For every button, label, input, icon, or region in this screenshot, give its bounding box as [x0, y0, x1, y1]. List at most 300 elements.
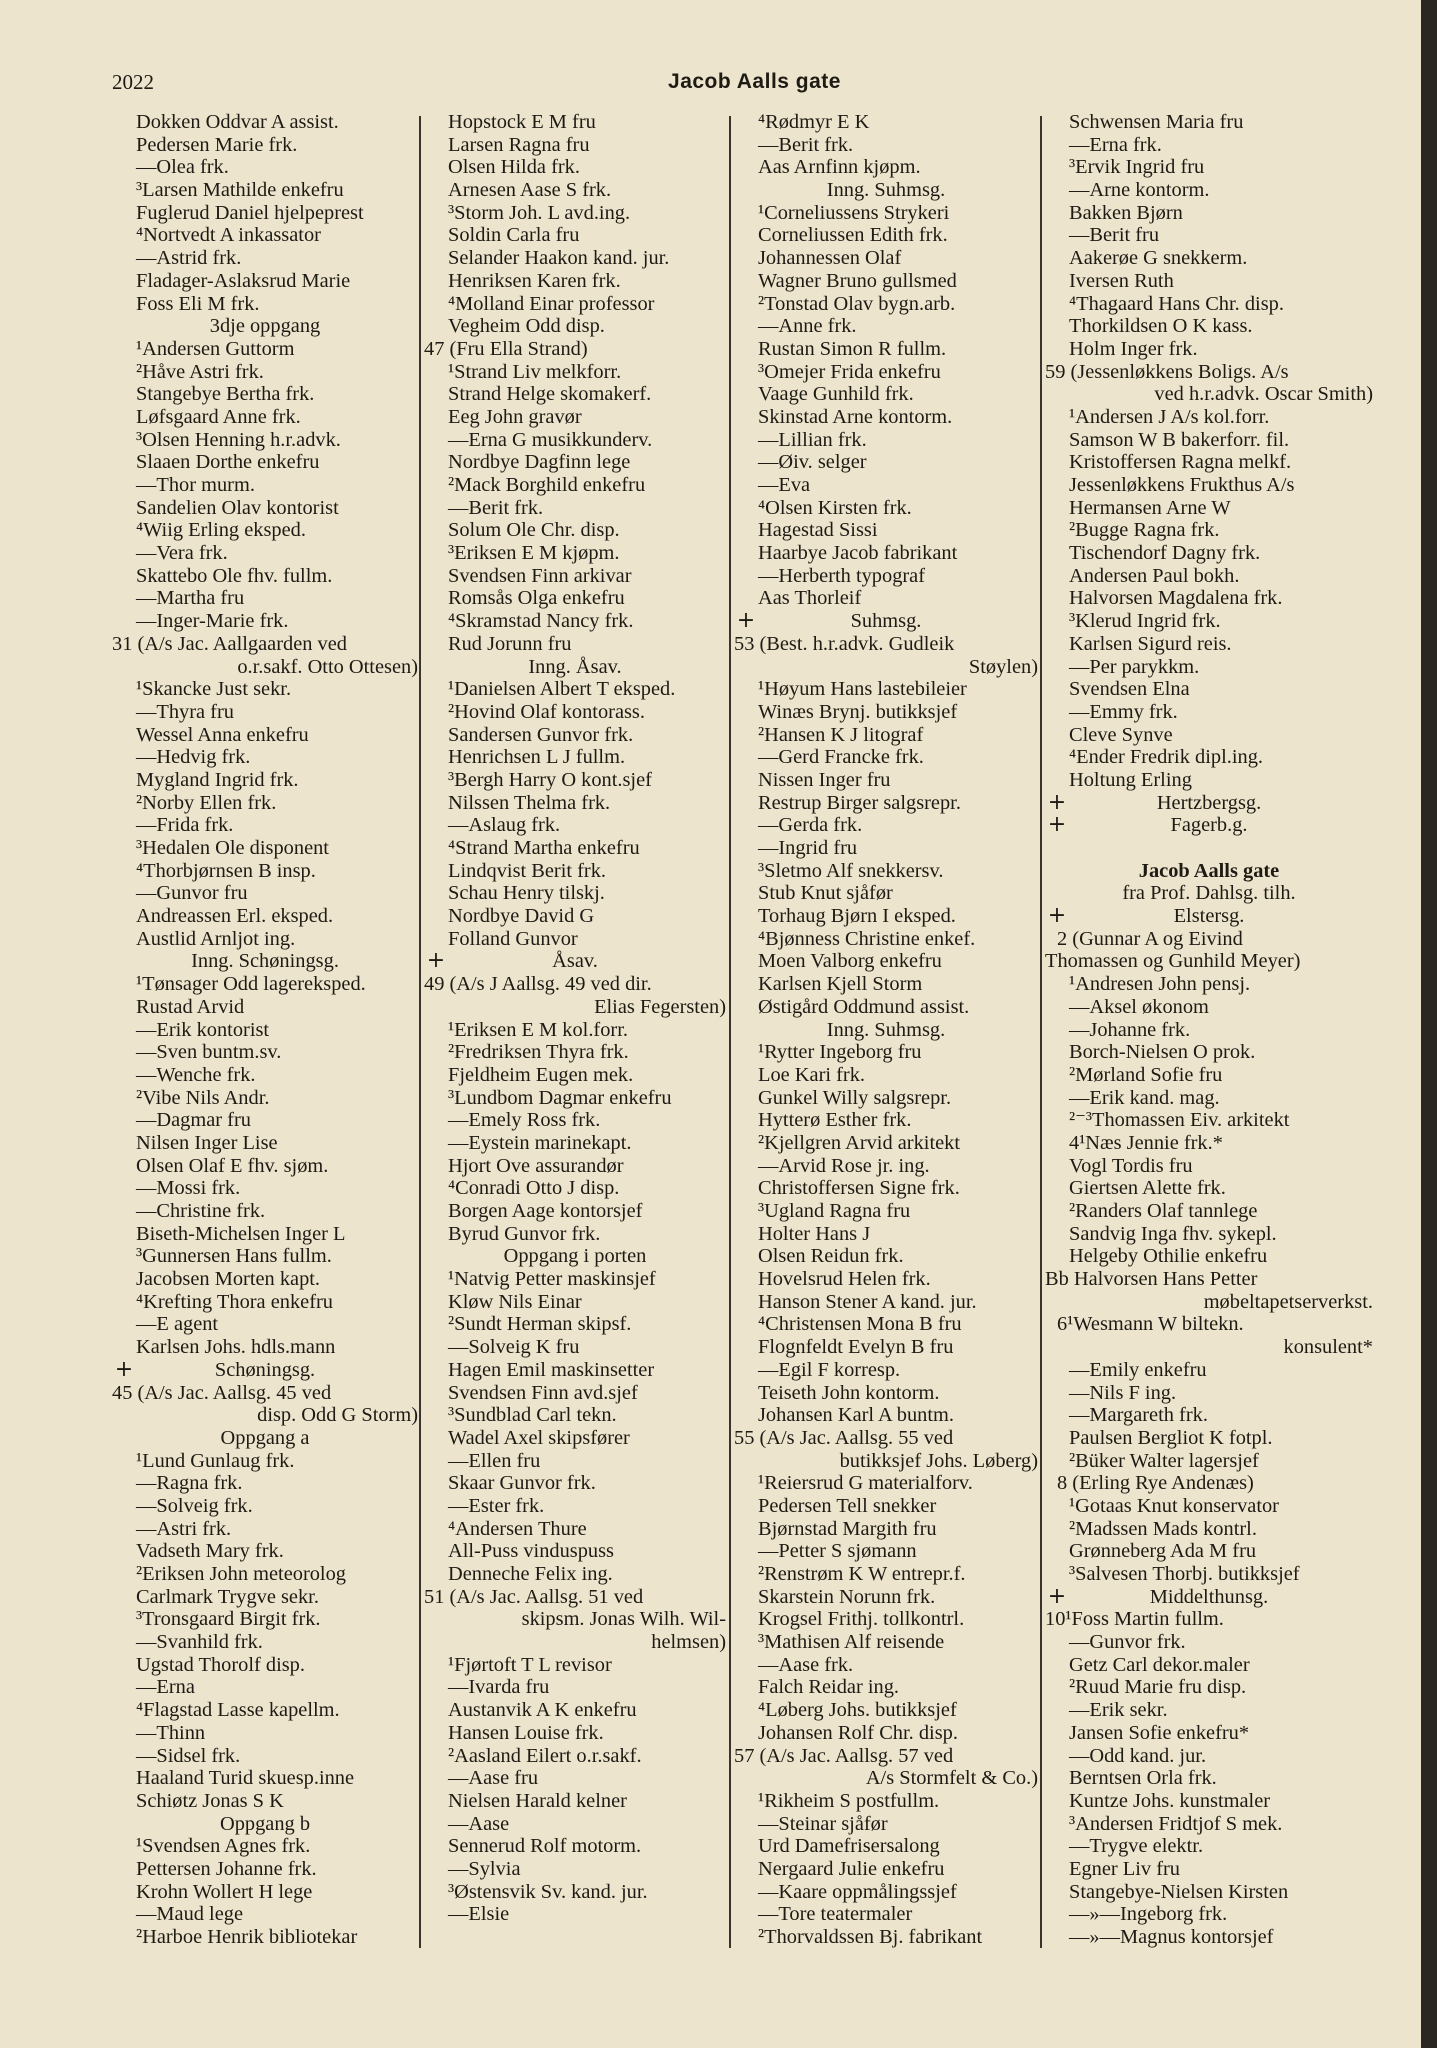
directory-entry: [734, 429, 1038, 452]
directory-entry: [1045, 565, 1373, 588]
entry-text: Olsen Olaf E fhv. sjøm.: [136, 1154, 329, 1177]
directory-entry: [1045, 1313, 1373, 1336]
directory-entry: [734, 542, 1038, 565]
directory-entry: [112, 179, 418, 202]
entry-text: —Aase frk.: [758, 1653, 854, 1676]
entry-text: Flognfeldt Evelyn B fru: [758, 1336, 954, 1359]
entry-text: ³Salvesen Thorbj. butikksjef: [1069, 1563, 1300, 1585]
directory-entry: [1045, 1245, 1373, 1268]
entry-text: helmsen): [651, 1631, 726, 1654]
directory-entry: [1045, 361, 1373, 384]
entry-text: 51 (A/s Jac. Aallsg. 51 ved: [424, 1585, 644, 1608]
directory-entry: [424, 1336, 726, 1359]
directory-entry: [424, 270, 726, 293]
directory-entry: [1045, 746, 1373, 769]
entry-text: ²Harboe Henrik bibliotekar: [136, 1926, 358, 1948]
directory-entry: [424, 1177, 726, 1200]
entry-text: —Sylvia: [448, 1857, 521, 1880]
entry-text: Oppgang b: [219, 1812, 311, 1835]
entry-text: —»—Ingeborg frk.: [1069, 1903, 1228, 1926]
entry-text: Mygland Ingrid frk.: [136, 768, 299, 791]
entry-text: ⁴Thorbjørnsen B insp.: [136, 859, 316, 882]
directory-entry: [1045, 1699, 1373, 1722]
directory-entry: [424, 1608, 726, 1631]
entry-text: Bjørnstad Margith fru: [758, 1517, 937, 1540]
directory-entry: [1045, 1767, 1373, 1790]
entry-text: Vogl Tordis fru: [1069, 1154, 1193, 1177]
entry-text: ³Hedalen Ole disponent: [136, 837, 329, 859]
entry-text: Samson W B bakerforr. fil.: [1069, 428, 1290, 451]
directory-entry: [424, 1359, 726, 1382]
directory-entry: [424, 1790, 726, 1813]
entry-text: —Erna G musikkunderv.: [448, 428, 653, 451]
entry-text: 8 (Erling Rye Andenæs): [1057, 1472, 1254, 1495]
section-heading: [424, 1245, 726, 1268]
section-heading: [424, 950, 726, 973]
directory-entry: [1045, 1359, 1373, 1382]
entry-text: Strand Helge skomakerf.: [448, 383, 652, 406]
directory-entry: [734, 1518, 1038, 1541]
entry-text: —Sven buntm.sv.: [136, 1041, 282, 1064]
entry-text: ²Madssen Mads kontrl.: [1069, 1517, 1257, 1540]
entry-text: Andreassen Erl. eksped.: [136, 905, 334, 928]
directory-entry: [1045, 270, 1373, 293]
directory-entry: [734, 1654, 1038, 1677]
directory-entry: [734, 1223, 1038, 1246]
entry-text: Åsav.: [552, 950, 598, 973]
entry-text: Folland Gunvor: [448, 927, 578, 950]
directory-entry: [1045, 1903, 1373, 1926]
entry-text: o.r.sakf. Otto Ottesen): [237, 655, 418, 678]
entry-text: Hanson Stener A kand. jur.: [758, 1290, 977, 1313]
entry-text: —Svanhild frk.: [136, 1631, 263, 1654]
entry-text: Sandvig Inga fhv. sykepl.: [1069, 1222, 1277, 1245]
entry-text: Inng. Suhmsg.: [826, 1018, 946, 1041]
directory-entry: [734, 1903, 1038, 1926]
directory-entry: [112, 792, 418, 815]
entry-text: Austanvik A K enkefru: [448, 1699, 637, 1722]
directory-entry: [112, 338, 418, 361]
directory-entry: [112, 1767, 418, 1790]
directory-entry: [112, 1245, 418, 1268]
directory-entry: [112, 1858, 418, 1881]
directory-entry: [1045, 224, 1373, 247]
directory-entry: [734, 973, 1038, 996]
directory-entry: [734, 1200, 1038, 1223]
directory-entry: [734, 928, 1038, 951]
entry-text: Romsås Olga enkefru: [448, 587, 625, 610]
column-rule: [419, 116, 421, 1948]
directory-entry: [112, 860, 418, 883]
directory-entry: [112, 1745, 418, 1768]
directory-entry: [424, 1064, 726, 1087]
directory-entry: [424, 1427, 726, 1450]
directory-entry: [734, 678, 1038, 701]
directory-entry: [1045, 1745, 1373, 1768]
directory-entry: [1045, 1926, 1373, 1949]
entry-text: —Erik kontorist: [136, 1018, 270, 1041]
entry-text: Krogsel Frithj. tollkontrl.: [758, 1608, 965, 1631]
entry-text: Borch-Nielsen O prok.: [1069, 1041, 1256, 1064]
directory-entry: [112, 1223, 418, 1246]
entry-text: Rud Jorunn fru: [448, 632, 572, 655]
entry-text: —Petter S sjømann: [758, 1540, 917, 1563]
directory-entry: [424, 814, 726, 837]
entry-text: ²Ruud Marie fru disp.: [1069, 1676, 1247, 1699]
entry-text: ¹Corneliussens Strykeri: [758, 201, 950, 224]
directory-entry: [734, 814, 1038, 837]
directory-entry: [424, 1903, 726, 1926]
directory-entry: [112, 474, 418, 497]
directory-entry: [112, 837, 418, 860]
entry-text: —Emely Ross frk.: [448, 1109, 601, 1132]
entry-text: —Thyra fru: [136, 700, 234, 723]
entry-text: —Egil F korresp.: [758, 1358, 901, 1381]
directory-entry: [112, 701, 418, 724]
directory-entry: [1045, 973, 1373, 996]
entry-text: ¹Rikheim S postfullm.: [758, 1789, 940, 1812]
directory-entry: [1045, 610, 1373, 633]
directory-entry: [424, 224, 726, 247]
directory-entry: [1045, 247, 1373, 270]
directory-entry: [424, 315, 726, 338]
directory-entry: [1045, 1858, 1373, 1881]
directory-entry: [112, 1109, 418, 1132]
directory-entry: [424, 1313, 726, 1336]
directory-entry: [734, 1450, 1038, 1473]
entry-text: 3dje oppgang: [209, 315, 321, 338]
directory-entry: [112, 1654, 418, 1677]
entry-text: 57 (A/s Jac. Aallsg. 57 ved: [734, 1744, 954, 1767]
entry-text: Borgen Aage kontorsjef: [448, 1200, 643, 1222]
section-heading: [1045, 882, 1373, 905]
entry-text: —Maud lege: [136, 1903, 244, 1926]
entry-text: ⁴Ender Fredrik dipl.ing.: [1069, 746, 1263, 769]
directory-entry: [424, 633, 726, 656]
directory-entry: [112, 1608, 418, 1631]
entry-text: ²Vibe Nils Andr.: [136, 1086, 270, 1109]
directory-entry: [112, 1200, 418, 1223]
directory-entry: [112, 1404, 418, 1427]
entry-text: Andersen Paul bokh.: [1069, 564, 1240, 587]
entry-text: —Solveig frk.: [136, 1494, 253, 1517]
entry-text: Wadel Axel skipsfører: [448, 1426, 630, 1449]
directory-entry: [1045, 451, 1373, 474]
directory-entry: [424, 1019, 726, 1042]
entry-text: Nilssen Thelma frk.: [448, 791, 611, 814]
directory-entry: [112, 1563, 418, 1586]
directory-entry: [734, 1563, 1038, 1586]
entry-text: Pedersen Tell snekker: [758, 1494, 937, 1517]
entry-text: —Arne kontorm.: [1069, 179, 1210, 202]
directory-entry: [112, 1881, 418, 1904]
entry-text: ¹Høyum Hans lastebileier: [758, 678, 967, 701]
entry-text: ¹Gotaas Knut konservator: [1069, 1494, 1279, 1517]
directory-entry: [734, 724, 1038, 747]
directory-entry: [1045, 497, 1373, 520]
cross-street-marker-icon: +: [1047, 903, 1067, 929]
section-heading: [112, 315, 418, 338]
directory-entry: [112, 1087, 418, 1110]
directory-entry: [734, 1177, 1038, 1200]
directory-entry: [112, 1790, 418, 1813]
entry-text: fra Prof. Dahlsg. tilh.: [1122, 882, 1296, 905]
entry-text: ¹Reiersrud G materialforv.: [758, 1472, 973, 1495]
entry-text: Bakken Bjørn: [1069, 201, 1183, 224]
directory-entry: [734, 792, 1038, 815]
section-heading: [1045, 814, 1373, 837]
cross-street-marker-icon: +: [736, 608, 756, 634]
entry-text: Iversen Ruth: [1069, 269, 1174, 292]
entry-text: Pettersen Johanne frk.: [136, 1857, 317, 1880]
directory-entry: [1045, 656, 1373, 679]
directory-entry: [1045, 315, 1373, 338]
directory-entry: [1045, 474, 1373, 497]
entry-text: Thorkildsen O K kass.: [1069, 315, 1253, 338]
entry-text: ³Bergh Harry O kont.sjef: [448, 768, 652, 791]
entry-text: ³Sundblad Carl tekn.: [448, 1404, 617, 1427]
entry-text: —Astrid frk.: [136, 247, 242, 270]
entry-text: ¹Danielsen Albert T eksped.: [448, 678, 676, 701]
entry-text: Krohn Wollert H lege: [136, 1880, 313, 1903]
entry-text: —Ingrid fru: [758, 837, 858, 859]
entry-text: Rustad Arvid: [136, 995, 245, 1018]
entry-text: —Anne frk.: [758, 315, 857, 338]
directory-entry: [734, 156, 1038, 179]
entry-text: —Aksel økonom: [1069, 995, 1209, 1018]
directory-entry: [112, 1495, 418, 1518]
entry-text: ³Eriksen E M kjøpm.: [448, 542, 620, 565]
entry-text: Skattebo Ole fhv. fullm.: [136, 564, 333, 587]
directory-entry: [424, 1654, 726, 1677]
entry-text: ⁴Thagaard Hans Chr. disp.: [1069, 292, 1284, 315]
entry-text: Foss Eli M frk.: [136, 292, 260, 315]
directory-entry: [112, 1450, 418, 1473]
entry-text: —Emmy frk.: [1069, 700, 1178, 723]
directory-entry: [734, 1087, 1038, 1110]
directory-entry: [734, 746, 1038, 769]
directory-entry: [112, 1676, 418, 1699]
entry-text: Skarstein Norunn frk.: [758, 1585, 936, 1608]
directory-entry: [424, 451, 726, 474]
entry-text: —Elsie: [448, 1903, 510, 1926]
directory-entry: [734, 1064, 1038, 1087]
directory-entry: [112, 1382, 418, 1405]
entry-text: Svendsen Elna: [1069, 678, 1190, 701]
column-rule: [729, 116, 731, 1948]
directory-entry: [1045, 1064, 1373, 1087]
directory-entry: [424, 474, 726, 497]
entry-text: Oppgang a: [220, 1426, 310, 1449]
entry-text: ²Thorvaldssen Bj. fabrikant: [758, 1926, 983, 1948]
entry-text: Grønneberg Ada M fru: [1069, 1540, 1257, 1563]
directory-entry: [424, 202, 726, 225]
entry-text: Loe Kari frk.: [758, 1063, 866, 1086]
directory-entry: [112, 1041, 418, 1064]
directory-entry: [1045, 928, 1373, 951]
entry-text: Schau Henry tilskj.: [448, 882, 605, 905]
entry-text: ²Randers Olaf tannlege: [1069, 1200, 1258, 1222]
entry-text: Holter Hans J: [758, 1222, 871, 1245]
entry-text: ⁴Olsen Kirsten frk.: [758, 496, 912, 519]
entry-text: møbeltapetserverkst.: [1203, 1290, 1373, 1313]
entry-text: Olsen Hilda frk.: [448, 156, 580, 179]
directory-entry: [424, 1155, 726, 1178]
entry-text: ⁴Andersen Thure: [448, 1517, 587, 1540]
entry-text: Soldin Carla fru: [448, 224, 580, 247]
entry-text: —Øiv. selger: [758, 451, 867, 474]
entry-text: ⁴Wiig Erling eksped.: [136, 519, 306, 542]
directory-entry: [734, 1472, 1038, 1495]
directory-entry: [112, 610, 418, 633]
entry-text: Jansen Sofie enkefru*: [1069, 1721, 1250, 1744]
entry-text: —»—Magnus kontorsjef: [1069, 1926, 1274, 1948]
directory-entry: [1045, 1518, 1373, 1541]
directory-entry: [424, 905, 726, 928]
directory-entry: [734, 587, 1038, 610]
directory-entry: [424, 1291, 726, 1314]
section-heading: [1045, 905, 1373, 928]
directory-entry: [424, 1472, 726, 1495]
directory-entry: [112, 224, 418, 247]
directory-entry: [734, 1268, 1038, 1291]
entry-text: Nergaard Julie enkefru: [758, 1857, 945, 1880]
column-4: [1045, 111, 1373, 1949]
entry-text: ²Hansen K J litograf: [758, 723, 924, 746]
entry-text: ⁴Conradi Otto J disp.: [448, 1177, 620, 1200]
directory-entry: [424, 156, 726, 179]
directory-entry: [424, 678, 726, 701]
entry-text: Nissen Inger fru: [758, 768, 891, 791]
directory-entry: [1045, 1200, 1373, 1223]
entry-text: Byrud Gunvor frk.: [448, 1222, 601, 1245]
directory-entry: [734, 950, 1038, 973]
directory-entry: [112, 746, 418, 769]
entry-text: —Dagmar fru: [136, 1109, 251, 1132]
directory-entry: [112, 156, 418, 179]
entry-text: Nordbye David G: [448, 905, 595, 928]
entry-text: Fagerb.g.: [1170, 814, 1248, 837]
directory-entry: [424, 1881, 726, 1904]
entry-text: Kløw Nils Einar: [448, 1290, 582, 1313]
entry-text: Eeg John gravør: [448, 405, 582, 428]
directory-entry: [424, 928, 726, 951]
section-heading: [424, 656, 726, 679]
directory-entry: [734, 905, 1038, 928]
entry-text: Henriksen Karen frk.: [448, 269, 621, 292]
directory-entry: [424, 542, 726, 565]
entry-text: Karlsen Sigurd reis.: [1069, 632, 1232, 655]
directory-entry: [112, 111, 418, 134]
directory-entry: [424, 1586, 726, 1609]
entry-text: —Aslaug frk.: [448, 814, 561, 837]
directory-entry: [1045, 1654, 1373, 1677]
directory-entry: [424, 179, 726, 202]
entry-text: —Gunvor frk.: [1069, 1631, 1186, 1654]
directory-entry: [112, 497, 418, 520]
section-heading: [112, 1813, 418, 1836]
entry-text: Kuntze Johs. kunstmaler: [1069, 1789, 1271, 1812]
directory-entry: [424, 701, 726, 724]
directory-entry: [112, 1540, 418, 1563]
entry-text: Hermansen Arne W: [1069, 496, 1231, 519]
directory-entry: [1045, 383, 1373, 406]
entry-text: ¹Svendsen Agnes frk.: [136, 1835, 311, 1858]
directory-entry: [734, 1336, 1038, 1359]
directory-entry: [424, 293, 726, 316]
directory-entry: [1045, 1540, 1373, 1563]
entry-text: Bb Halvorsen Hans Petter: [1045, 1268, 1258, 1291]
entry-text: Johannessen Olaf: [758, 247, 902, 270]
directory-entry: [112, 1313, 418, 1336]
directory-entry: [734, 1608, 1038, 1631]
directory-entry: [424, 361, 726, 384]
entry-text: Aas Thorleif: [758, 587, 862, 610]
directory-entry: [734, 701, 1038, 724]
entry-text: —Gerd Francke frk.: [758, 746, 924, 769]
entry-text: —Ragna frk.: [136, 1472, 243, 1495]
entry-text: —Astri frk.: [136, 1517, 232, 1540]
entry-text: 55 (A/s Jac. Aallsg. 55 ved: [734, 1426, 954, 1449]
directory-entry: [1045, 587, 1373, 610]
entry-text: ⁴Christensen Mona B fru: [758, 1313, 962, 1336]
directory-entry: [734, 1858, 1038, 1881]
entry-text: ²Kjellgren Arvid arkitekt: [758, 1131, 961, 1154]
entry-text: —Berit fru: [1069, 224, 1160, 247]
entry-text: —Martha fru: [136, 587, 245, 610]
entry-text: Svendsen Finn arkivar: [448, 564, 632, 587]
entry-text: Berntsen Orla frk.: [1069, 1767, 1217, 1790]
directory-entry: [734, 451, 1038, 474]
entry-text: Svendsen Finn avd.sjef: [448, 1381, 638, 1404]
directory-entry: [424, 1450, 726, 1473]
directory-entry: [112, 429, 418, 452]
directory-entry: [734, 656, 1038, 679]
entry-text: ²⁻³Thomassen Eiv. arkitekt: [1069, 1109, 1290, 1132]
entry-text: ³Sletmo Alf snekkersv.: [758, 859, 944, 882]
directory-entry: [424, 837, 726, 860]
entry-text: ³Tronsgaard Birgit frk.: [136, 1608, 321, 1631]
entry-text: —Ellen fru: [448, 1449, 541, 1472]
entry-text: Sandersen Gunvor frk.: [448, 723, 634, 746]
directory-entry: [424, 1631, 726, 1654]
directory-entry: [1045, 1450, 1373, 1473]
directory-entry: [112, 202, 418, 225]
entry-text: Holm Inger frk.: [1069, 337, 1198, 360]
section-heading: [112, 1427, 418, 1450]
directory-entry: [734, 1291, 1038, 1314]
directory-entry: [734, 1404, 1038, 1427]
entry-text: —Tore teatermaler: [758, 1903, 913, 1926]
entry-text: All-Puss vinduspuss: [448, 1540, 614, 1563]
directory-entry: [734, 134, 1038, 157]
directory-entry: [734, 315, 1038, 338]
entry-text: —Ivarda fru: [448, 1676, 550, 1699]
directory-entry: [424, 746, 726, 769]
section-heading: [734, 1019, 1038, 1042]
directory-entry: [112, 1132, 418, 1155]
entry-text: Karlsen Kjell Storm: [758, 973, 923, 996]
entry-text: 47 (Fru Ella Strand): [424, 337, 588, 360]
entry-text: Elias Fegersten): [594, 995, 726, 1018]
entry-text: A/s Stormfelt & Co.): [865, 1767, 1038, 1790]
entry-text: —Trygve elektr.: [1069, 1835, 1204, 1858]
entry-text: Biseth-Michelsen Inger L: [136, 1222, 346, 1245]
entry-text: Getz Carl dekor.maler: [1069, 1653, 1250, 1676]
cross-street-marker-icon: +: [1047, 789, 1067, 815]
directory-entry: [424, 769, 726, 792]
entry-text: Selander Haakon kand. jur.: [448, 247, 670, 270]
